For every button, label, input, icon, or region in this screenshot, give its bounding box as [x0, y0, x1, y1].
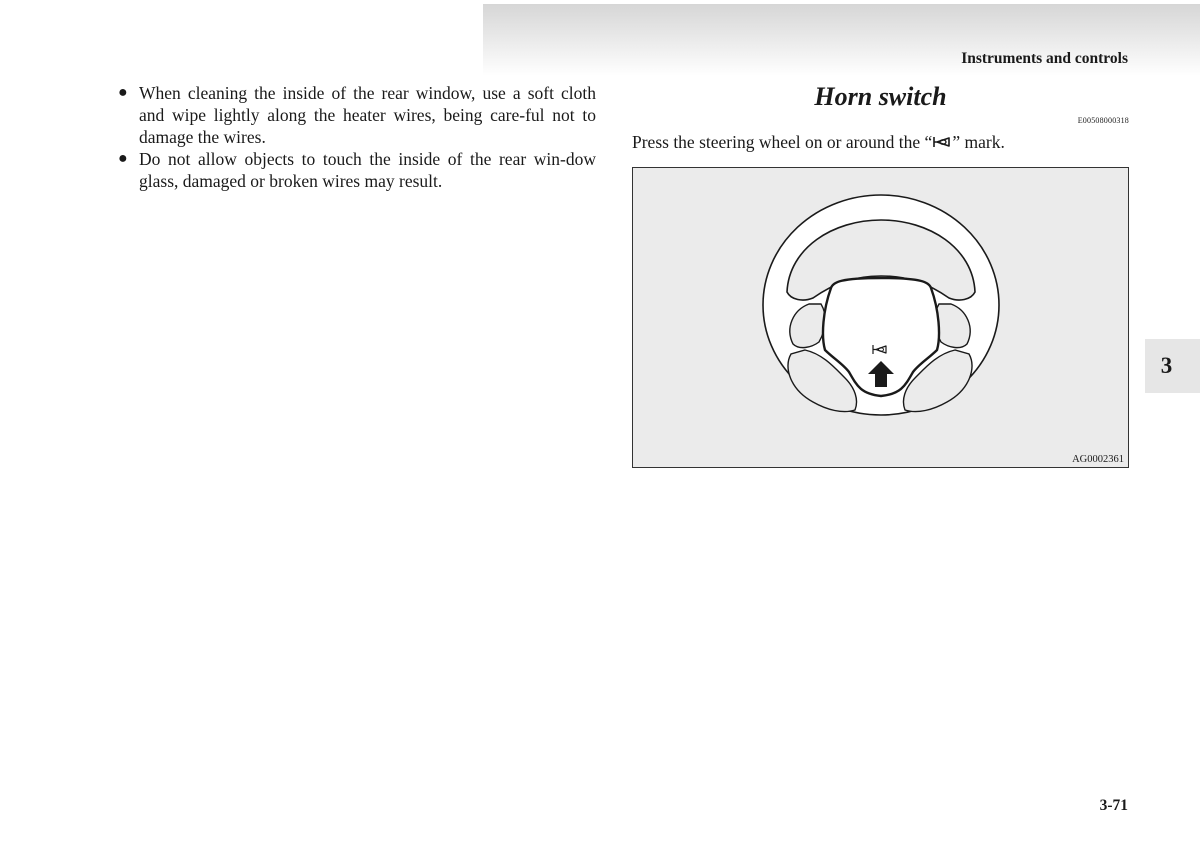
- horn-instruction: [632, 131, 1129, 153]
- bullet-icon: ●: [118, 84, 128, 101]
- right-column: [632, 80, 1129, 153]
- bullet-list: [118, 82, 596, 192]
- figure-code: AG0002361: [1072, 454, 1124, 465]
- bullet-text: Do not allow objects to touch the inside of the rear win-dow glass, damaged or broken wires may result.: [139, 149, 596, 191]
- bullet-icon: ●: [118, 150, 128, 167]
- bullet-text: When cleaning the inside of the rear window, use a soft cloth and wipe lightly along the heater wires, being care-ful not to damage the wires.: [139, 83, 596, 147]
- bullet-item: [118, 82, 596, 148]
- steering-wheel-illustration: [633, 168, 1128, 467]
- left-column: [118, 82, 596, 192]
- code-reference: E00508000318: [1077, 116, 1129, 125]
- steering-wheel-figure: [632, 167, 1129, 468]
- horn-switch-heading: Horn switch: [814, 82, 947, 111]
- chapter-tab: 3: [1145, 339, 1200, 393]
- instruction-text-start: Press the steering wheel on or around the “: [632, 132, 933, 152]
- section-title: Instruments and controls: [961, 50, 1128, 67]
- horn-icon: [932, 135, 952, 149]
- page-number: 3-71: [1099, 797, 1128, 814]
- bullet-item: [118, 148, 596, 192]
- instruction-text-end: ” mark.: [952, 132, 1005, 152]
